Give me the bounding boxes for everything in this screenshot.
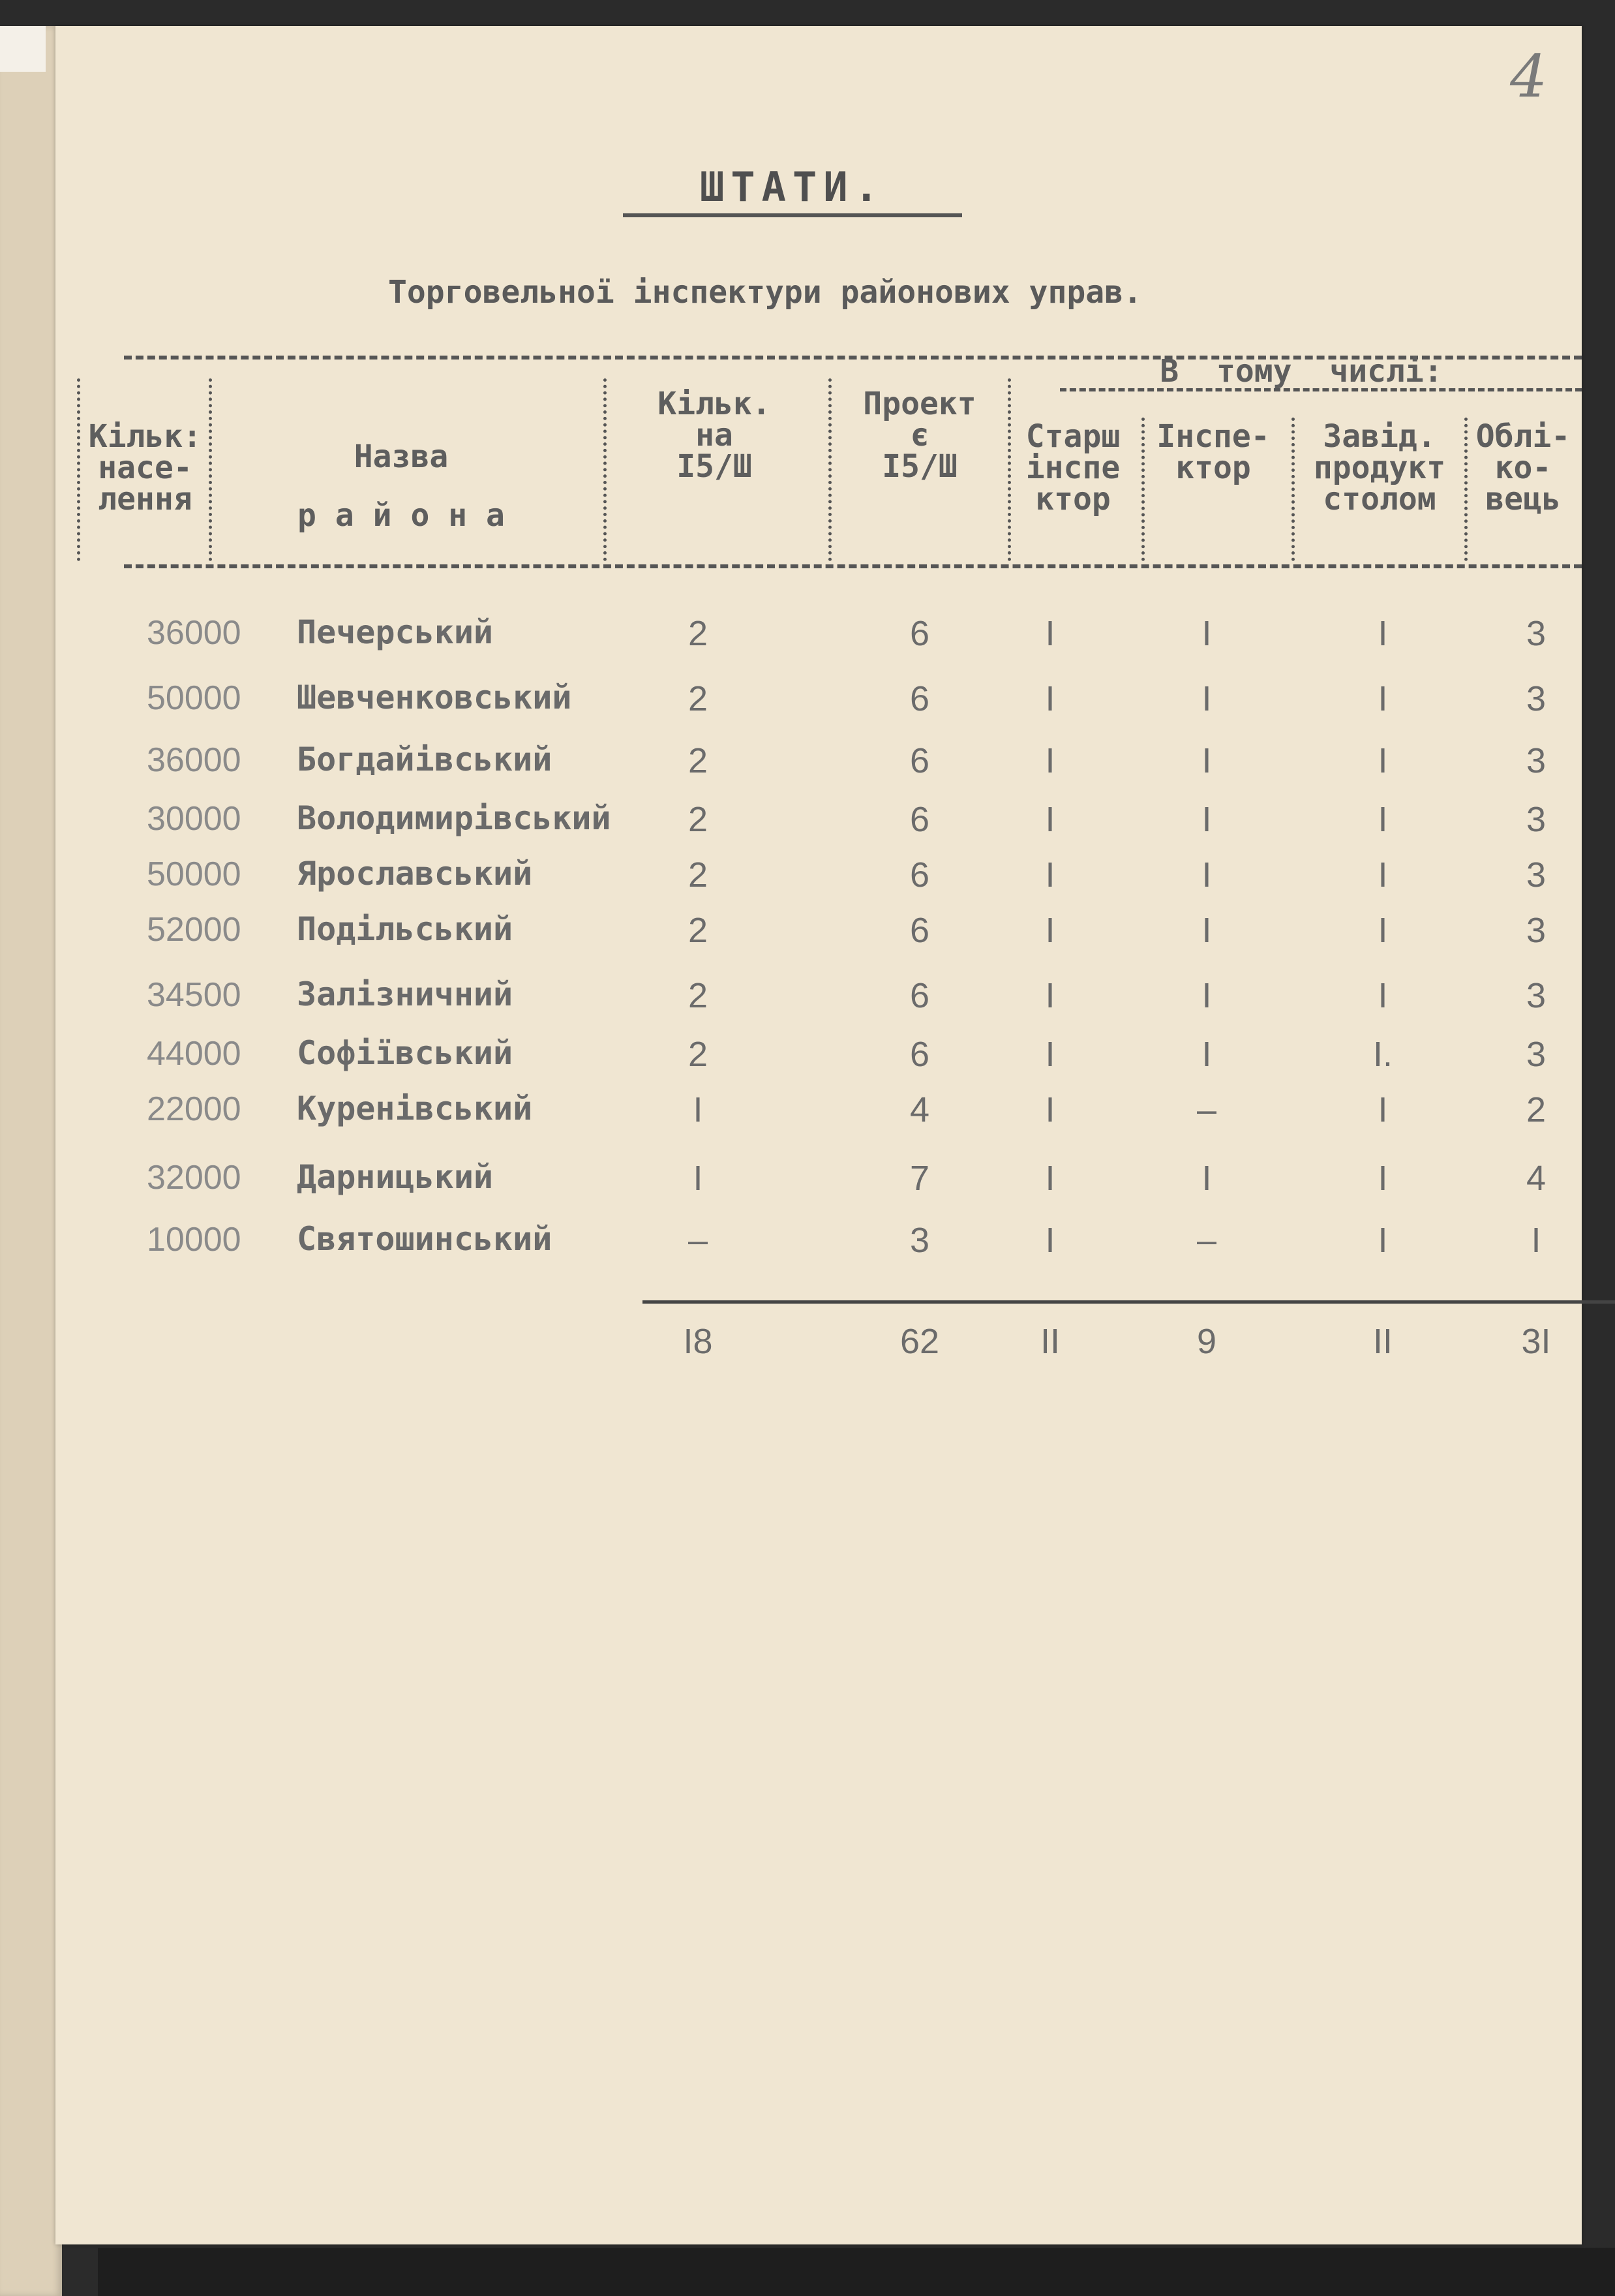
clerk-cell: 3 [1526, 976, 1547, 1015]
head-of-table-cell: I [1378, 976, 1388, 1015]
inspector-cell: – [1196, 1090, 1217, 1129]
head-of-table-cell: I [1378, 679, 1388, 718]
head-of-table-cell: I [1378, 911, 1388, 950]
count-cell: 2 [687, 911, 708, 950]
project-cell: 3 [909, 1221, 930, 1260]
head-of-table-cell: I [1378, 614, 1388, 653]
count-cell: 2 [687, 614, 708, 653]
count-cell: 2 [687, 679, 708, 718]
scan-edge [98, 2248, 1615, 2296]
project-cell: 6 [909, 679, 930, 718]
count-cell: 2 [687, 1035, 708, 1074]
district-name-cell: Софіївський [297, 1034, 513, 1072]
count-cell: 2 [687, 976, 708, 1015]
senior-inspector-cell: I [1045, 911, 1055, 950]
total-project: 62 [899, 1322, 940, 1361]
population-cell: 10000 [147, 1221, 241, 1259]
inspector-cell: I [1201, 800, 1212, 839]
header-bottom-rule [124, 564, 1582, 568]
total-count: I8 [683, 1322, 713, 1361]
page-number: 4 [1510, 42, 1548, 111]
total-inspector: 9 [1196, 1322, 1217, 1361]
population-cell: 50000 [147, 855, 241, 893]
clerk-cell: 3 [1526, 1035, 1547, 1074]
count-cell: 2 [687, 855, 708, 895]
clerk-cell: 3 [1526, 855, 1547, 895]
project-cell: 6 [909, 800, 930, 839]
senior-inspector-cell: I [1045, 1090, 1055, 1129]
clerk-cell: 3 [1526, 911, 1547, 950]
inspector-cell: I [1201, 1035, 1212, 1074]
population-cell: 44000 [147, 1035, 241, 1073]
header-project: Проект є I5/Ш [863, 386, 976, 485]
senior-inspector-cell: I [1045, 741, 1055, 780]
col-separator [603, 378, 607, 561]
head-of-table-cell: I [1378, 1159, 1388, 1198]
count-cell: I [693, 1159, 703, 1198]
count-cell: 2 [687, 800, 708, 839]
head-of-table-cell: I [1378, 741, 1388, 780]
header-name: Назва р а й о н а [297, 438, 505, 534]
total-clerk: 3I [1521, 1322, 1551, 1361]
head-of-table-cell: I [1378, 1090, 1388, 1129]
header-clerk: Облі- ко- вець [1475, 418, 1571, 517]
clerk-cell: 2 [1526, 1090, 1547, 1129]
district-name-cell: Дарницький [297, 1158, 494, 1196]
clerk-cell: 4 [1526, 1159, 1547, 1198]
district-name-cell: Куренівський [297, 1090, 533, 1127]
header-group: В тому числі: [1160, 353, 1443, 390]
project-cell: 6 [909, 855, 930, 895]
document-page [55, 26, 1582, 2244]
project-cell: 6 [909, 614, 930, 653]
senior-inspector-cell: I [1045, 800, 1055, 839]
clerk-cell: I [1531, 1221, 1541, 1260]
senior-inspector-cell: I [1045, 1221, 1055, 1260]
count-cell: 2 [687, 741, 708, 780]
page-subtitle: Торговельної інспектури районових управ. [388, 274, 1142, 311]
district-name-cell: Святошинський [297, 1220, 552, 1258]
col-separator [77, 378, 80, 561]
header-inspector: Інспе- ктор [1156, 418, 1270, 486]
district-name-cell: Ярославський [297, 855, 533, 893]
total-senior-inspector: II [1040, 1322, 1060, 1361]
inspector-cell: I [1201, 855, 1212, 895]
clerk-cell: 3 [1526, 741, 1547, 780]
project-cell: 6 [909, 976, 930, 1015]
population-cell: 30000 [147, 800, 241, 838]
head-of-table-cell: I. [1372, 1035, 1393, 1074]
paper-corner [0, 26, 46, 72]
total-head-of-table: II [1372, 1322, 1393, 1361]
population-cell: 36000 [147, 614, 241, 652]
population-cell: 50000 [147, 679, 241, 717]
inspector-cell: I [1201, 741, 1212, 780]
head-of-table-cell: I [1378, 800, 1388, 839]
inspector-cell: I [1201, 1159, 1212, 1198]
page-title: ШТАТИ. [623, 163, 962, 217]
header-senior-inspector: Старш інспе ктор [1025, 418, 1121, 517]
project-cell: 4 [909, 1090, 930, 1129]
totals-rule [642, 1300, 1615, 1304]
population-cell: 32000 [147, 1159, 241, 1197]
count-cell: – [687, 1221, 708, 1260]
inspector-cell: I [1201, 679, 1212, 718]
col-separator [209, 378, 212, 561]
header-population: Кільк: насе- лення [88, 418, 202, 517]
senior-inspector-cell: I [1045, 1035, 1055, 1074]
inspector-cell: I [1201, 976, 1212, 1015]
clerk-cell: 3 [1526, 614, 1547, 653]
senior-inspector-cell: I [1045, 976, 1055, 1015]
project-cell: 7 [909, 1159, 930, 1198]
inspector-cell: – [1196, 1221, 1217, 1260]
header-count: Кільк. на I5/Ш [657, 386, 771, 485]
binding-edge [0, 26, 62, 2296]
senior-inspector-cell: I [1045, 614, 1055, 653]
district-name-cell: Богдайівський [297, 741, 552, 778]
project-cell: 6 [909, 741, 930, 780]
district-name-cell: Шевченковський [297, 679, 572, 716]
population-cell: 52000 [147, 911, 241, 949]
head-of-table-cell: I [1378, 855, 1388, 895]
population-cell: 34500 [147, 976, 241, 1014]
population-cell: 36000 [147, 741, 241, 779]
header-head-of-table: Завід. продукт столом [1313, 418, 1446, 517]
clerk-cell: 3 [1526, 800, 1547, 839]
project-cell: 6 [909, 911, 930, 950]
senior-inspector-cell: I [1045, 855, 1055, 895]
district-name-cell: Печерський [297, 613, 494, 651]
senior-inspector-cell: I [1045, 1159, 1055, 1198]
head-of-table-cell: I [1378, 1221, 1388, 1260]
district-name-cell: Залізничний [297, 975, 513, 1013]
population-cell: 22000 [147, 1090, 241, 1128]
inspector-cell: I [1201, 911, 1212, 950]
inspector-cell: I [1201, 614, 1212, 653]
clerk-cell: 3 [1526, 679, 1547, 718]
count-cell: I [693, 1090, 703, 1129]
district-name-cell: Подільський [297, 910, 513, 948]
col-separator [828, 378, 832, 561]
senior-inspector-cell: I [1045, 679, 1055, 718]
district-name-cell: Володимирівський [297, 799, 611, 837]
project-cell: 6 [909, 1035, 930, 1074]
